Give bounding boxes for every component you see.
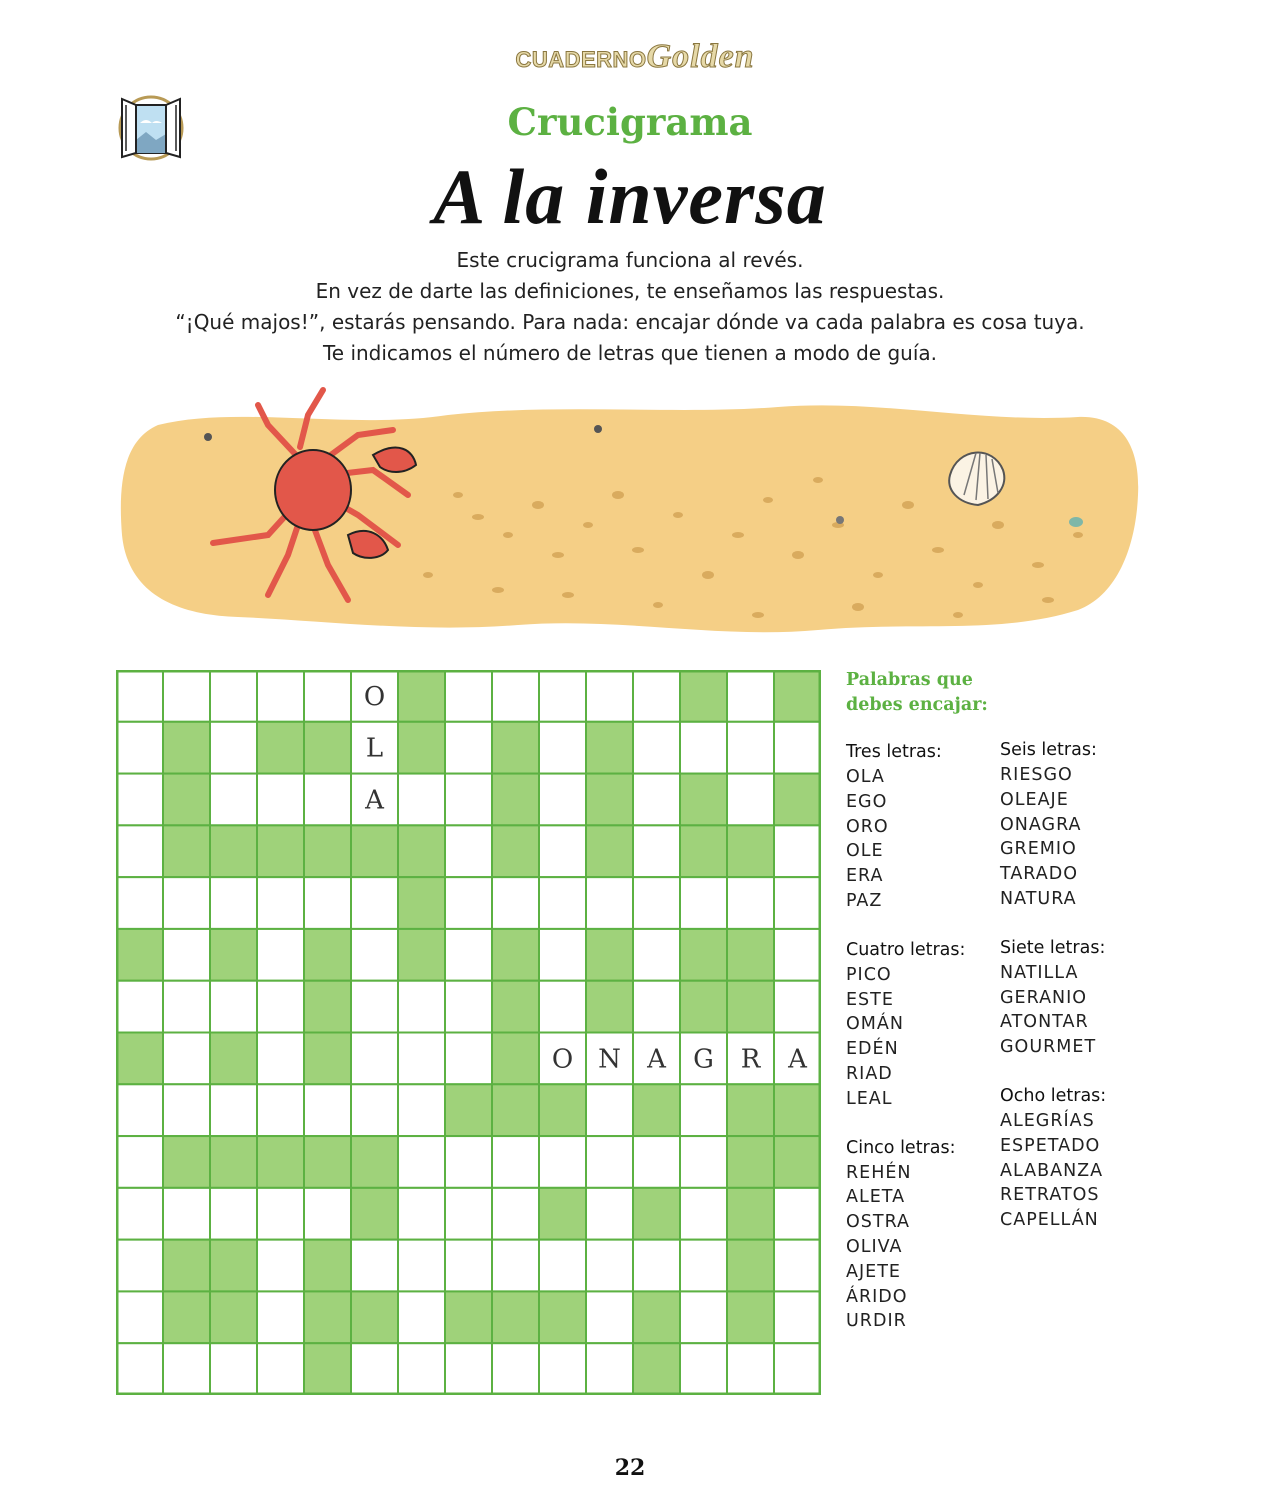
crossword-given-letter: G xyxy=(693,1044,714,1075)
crossword-cell[interactable] xyxy=(492,1136,539,1188)
crossword-block-cell xyxy=(163,825,210,877)
word-group-words: REHÉN ALETA OSTRA OLIVA AJETE ÁRIDO URDIR xyxy=(846,1162,912,1332)
crossword-block-cell xyxy=(163,1291,210,1343)
crossword-cell[interactable] xyxy=(445,1343,492,1395)
crossword-cell[interactable] xyxy=(351,877,398,929)
crossword-cell[interactable] xyxy=(633,929,680,981)
word-group-6-letters xyxy=(1000,738,1106,912)
crossword-cell[interactable] xyxy=(539,877,586,929)
crossword-cell[interactable] xyxy=(351,929,398,981)
intro-line: En vez de darte las definiciones, te enseñamos las respuestas. xyxy=(315,279,945,303)
crossword-cell[interactable] xyxy=(680,1188,727,1240)
crossword-cell[interactable] xyxy=(774,1240,821,1292)
crossword-block-cell xyxy=(680,774,727,826)
crossword-cell[interactable] xyxy=(727,670,774,722)
crossword-cell[interactable] xyxy=(586,1343,633,1395)
crossword-cell[interactable] xyxy=(163,1343,210,1395)
crossword-cell[interactable] xyxy=(210,1188,257,1240)
crossword-cell[interactable] xyxy=(445,1136,492,1188)
crossword-cell[interactable] xyxy=(586,1188,633,1240)
page-title: A la inversa xyxy=(433,153,827,240)
crossword-block-cell xyxy=(163,1136,210,1188)
crossword-cell[interactable] xyxy=(116,1188,163,1240)
crossword-cell[interactable] xyxy=(257,929,304,981)
crossword-block-cell xyxy=(210,1291,257,1343)
crossword-cell[interactable] xyxy=(351,1343,398,1395)
crossword-cell[interactable] xyxy=(116,1343,163,1395)
crossword-block-cell xyxy=(210,1033,257,1085)
crossword-cell[interactable] xyxy=(116,877,163,929)
crossword-block-cell xyxy=(492,722,539,774)
word-group-heading: Tres letras: xyxy=(846,742,942,762)
crossword-cell[interactable] xyxy=(445,670,492,722)
word-group-heading: Cuatro letras: xyxy=(846,939,966,960)
crossword-cell[interactable] xyxy=(398,1136,445,1188)
crossword-block-cell xyxy=(492,1084,539,1136)
crossword-block-cell xyxy=(633,1343,680,1395)
crossword-cell[interactable] xyxy=(539,825,586,877)
crossword-cell[interactable] xyxy=(445,825,492,877)
crossword-cell[interactable] xyxy=(257,981,304,1033)
crossword-cell[interactable] xyxy=(774,981,821,1033)
crossword-cell[interactable] xyxy=(163,981,210,1033)
crossword-cell[interactable] xyxy=(445,722,492,774)
crossword-cell[interactable] xyxy=(116,774,163,826)
crossword-block-cell xyxy=(257,825,304,877)
word-group-words: OLA EGO ORO OLE ERA PAZ xyxy=(846,767,889,911)
intro-line: Te indicamos el número de letras que tienen a modo de guía. xyxy=(322,341,938,365)
crossword-given-letter: A xyxy=(788,1044,807,1075)
word-group-heading: Cinco letras: xyxy=(846,1137,956,1158)
word-group-7-letters xyxy=(1000,936,1106,1060)
crossword-cell[interactable] xyxy=(774,877,821,929)
crossword-block-cell xyxy=(680,670,727,722)
word-group-3-letters xyxy=(846,740,965,914)
word-list-column-2 xyxy=(1000,738,1106,1257)
crossword-cell[interactable] xyxy=(257,1084,304,1136)
crossword-cell[interactable] xyxy=(116,1240,163,1292)
crossword-cell[interactable] xyxy=(727,877,774,929)
crossword-cell[interactable] xyxy=(304,1188,351,1240)
crossword-cell[interactable] xyxy=(539,1136,586,1188)
crossword-block-cell xyxy=(116,929,163,981)
crossword-block-cell xyxy=(351,1291,398,1343)
crossword-cell[interactable] xyxy=(116,670,163,722)
crossword-given-letter: N xyxy=(598,1044,621,1075)
crossword-block-cell xyxy=(304,981,351,1033)
crossword-cell[interactable] xyxy=(445,1188,492,1240)
crossword-block-cell xyxy=(586,825,633,877)
crossword-block-cell xyxy=(257,722,304,774)
crossword-block-cell xyxy=(351,825,398,877)
crossword-block-cell xyxy=(116,1033,163,1085)
crossword-given-letter: A xyxy=(647,1044,666,1075)
word-group-5-letters xyxy=(846,1136,965,1335)
crossword-cell[interactable] xyxy=(304,1084,351,1136)
crossword-cell[interactable] xyxy=(680,1084,727,1136)
crossword-cell[interactable] xyxy=(210,1343,257,1395)
word-group-heading: Ocho letras: xyxy=(1000,1085,1107,1106)
crossword-block-cell xyxy=(539,1188,586,1240)
crossword-cell[interactable] xyxy=(445,981,492,1033)
crossword-block-cell xyxy=(586,774,633,826)
crossword-block-cell xyxy=(351,1188,398,1240)
crossword-block-cell xyxy=(398,929,445,981)
crossword-block-cell xyxy=(163,722,210,774)
crossword-block-cell xyxy=(774,1084,821,1136)
crossword-block-cell xyxy=(586,722,633,774)
crossword-cell[interactable] xyxy=(163,1084,210,1136)
crossword-block-cell xyxy=(727,1240,774,1292)
crossword-block-cell xyxy=(539,1084,586,1136)
crossword-cell[interactable] xyxy=(680,1343,727,1395)
crossword-cell[interactable] xyxy=(116,722,163,774)
crossword-block-cell xyxy=(304,1136,351,1188)
crossword-cell[interactable] xyxy=(116,1136,163,1188)
crossword-block-cell xyxy=(257,1136,304,1188)
crossword-cell[interactable] xyxy=(257,1188,304,1240)
word-list-column-1 xyxy=(846,740,965,1358)
crossword-cell[interactable] xyxy=(633,774,680,826)
crossword-given-letter: L xyxy=(365,733,384,764)
crossword-cell[interactable] xyxy=(257,1033,304,1085)
intro-text xyxy=(0,245,1260,369)
crossword-block-cell xyxy=(398,722,445,774)
crossword-cell[interactable] xyxy=(680,877,727,929)
crossword-cell[interactable] xyxy=(398,1240,445,1292)
crossword-cell[interactable] xyxy=(398,1291,445,1343)
crossword-cell[interactable] xyxy=(586,1136,633,1188)
page-number: 22 xyxy=(614,1455,646,1481)
crossword-cell[interactable] xyxy=(586,1291,633,1343)
word-group-heading: Siete letras: xyxy=(1000,937,1106,958)
crossword-block-cell xyxy=(633,1291,680,1343)
crossword-cell[interactable] xyxy=(351,1033,398,1085)
crossword-cell[interactable] xyxy=(304,877,351,929)
crossword-cell[interactable] xyxy=(492,670,539,722)
crossword-cell[interactable] xyxy=(633,670,680,722)
crossword-block-cell xyxy=(492,929,539,981)
crossword-cell[interactable] xyxy=(633,825,680,877)
crossword-block-cell xyxy=(727,929,774,981)
crossword-cell[interactable] xyxy=(492,1343,539,1395)
crossword-block-cell xyxy=(492,825,539,877)
crossword-cell[interactable] xyxy=(163,877,210,929)
crossword-block-cell xyxy=(304,825,351,877)
crossword-cell[interactable] xyxy=(492,1240,539,1292)
crossword-cell[interactable] xyxy=(257,877,304,929)
crossword-cell[interactable] xyxy=(398,774,445,826)
crossword-given-letter: O xyxy=(363,681,386,712)
crossword-cell[interactable] xyxy=(398,1084,445,1136)
crossword-cell[interactable] xyxy=(163,1033,210,1085)
crossword-cell[interactable] xyxy=(539,981,586,1033)
crossword-cell[interactable] xyxy=(445,1033,492,1085)
crossword-cell[interactable] xyxy=(351,1240,398,1292)
crossword-cell[interactable] xyxy=(304,670,351,722)
crossword-cell[interactable] xyxy=(774,825,821,877)
logo-cuaderno: CUADERNO xyxy=(515,47,647,72)
crossword-cell[interactable] xyxy=(398,1033,445,1085)
crossword-block-cell xyxy=(304,1291,351,1343)
crossword-block-cell xyxy=(492,774,539,826)
crossword-cell[interactable] xyxy=(680,722,727,774)
section-kicker: Crucigrama xyxy=(507,100,753,144)
intro-line: Este crucigrama funciona al revés. xyxy=(456,248,804,272)
crossword-block-cell xyxy=(351,1136,398,1188)
crossword-cell[interactable] xyxy=(116,825,163,877)
crossword-cell[interactable] xyxy=(774,1188,821,1240)
word-group-words: RIESGO OLEAJE ONAGRA GREMIO TARADO NATURA xyxy=(1000,765,1082,909)
crossword-cell[interactable] xyxy=(210,981,257,1033)
crossword-block-cell xyxy=(398,670,445,722)
crossword-cell[interactable] xyxy=(398,1188,445,1240)
crossword-block-cell xyxy=(304,1033,351,1085)
crossword-block-cell xyxy=(398,825,445,877)
crossword-block-cell xyxy=(727,1136,774,1188)
crossword-block-cell xyxy=(680,825,727,877)
crossword-block-cell xyxy=(727,1188,774,1240)
crossword-cell[interactable] xyxy=(492,877,539,929)
crossword-block-cell xyxy=(774,774,821,826)
crossword-cell[interactable] xyxy=(398,981,445,1033)
crossword-cell[interactable] xyxy=(163,929,210,981)
crossword-cell[interactable] xyxy=(445,929,492,981)
crossword-block-cell xyxy=(210,1136,257,1188)
word-group-words: PICO ESTE OMÁN EDÉN RIAD LEAL xyxy=(846,964,904,1109)
crossword-block-cell xyxy=(163,774,210,826)
crossword-cell[interactable] xyxy=(116,1084,163,1136)
crossword-block-cell xyxy=(727,981,774,1033)
logo-golden: Golden xyxy=(646,38,755,75)
crossword-cell[interactable] xyxy=(116,981,163,1033)
crossword-cell[interactable] xyxy=(116,1291,163,1343)
crossword-block-cell xyxy=(445,1084,492,1136)
crossword-cell[interactable] xyxy=(210,670,257,722)
crossword-block-cell xyxy=(633,1084,680,1136)
crossword-cell[interactable] xyxy=(586,877,633,929)
crossword-cell[interactable] xyxy=(586,670,633,722)
crossword-cell[interactable] xyxy=(163,1188,210,1240)
word-group-4-letters xyxy=(846,938,965,1112)
crossword-cell[interactable] xyxy=(539,670,586,722)
crossword-block-cell xyxy=(727,825,774,877)
crossword-block-cell xyxy=(492,981,539,1033)
crossword-block-cell xyxy=(539,1291,586,1343)
crossword-cell[interactable] xyxy=(633,722,680,774)
crossword-cell[interactable] xyxy=(257,1240,304,1292)
crossword-cell[interactable] xyxy=(586,1084,633,1136)
crossword-block-cell xyxy=(586,929,633,981)
crossword-cell[interactable] xyxy=(633,981,680,1033)
crossword-cell[interactable] xyxy=(492,1188,539,1240)
crossword-cell[interactable] xyxy=(257,1291,304,1343)
crossword-block-cell xyxy=(398,877,445,929)
crossword-cell[interactable] xyxy=(774,1343,821,1395)
crossword-cell[interactable] xyxy=(257,774,304,826)
crossword-given-letter: R xyxy=(740,1044,761,1075)
crossword-cell[interactable] xyxy=(680,1240,727,1292)
crossword-cell[interactable] xyxy=(586,1240,633,1292)
crossword-cell[interactable] xyxy=(774,722,821,774)
crossword-cell[interactable] xyxy=(727,1343,774,1395)
crossword-block-cell xyxy=(633,1188,680,1240)
crossword-cell[interactable] xyxy=(539,929,586,981)
beach-crab-illustration xyxy=(118,385,1142,647)
intro-line: “¡Qué majos!”, estarás pensando. Para nada: encajar dónde va cada palabra es cosa tuya. xyxy=(175,310,1085,334)
crossword-cell[interactable] xyxy=(633,1240,680,1292)
crossword-block-cell xyxy=(727,1291,774,1343)
crossword-cell[interactable] xyxy=(210,1084,257,1136)
crossword-block-cell xyxy=(210,929,257,981)
crossword-cell[interactable] xyxy=(445,1240,492,1292)
crossword-block-cell xyxy=(304,929,351,981)
crossword-cell[interactable] xyxy=(774,929,821,981)
crossword-block-cell xyxy=(445,1291,492,1343)
crossword-cell[interactable] xyxy=(257,670,304,722)
crossword-block-cell xyxy=(680,929,727,981)
crossword-cell[interactable] xyxy=(398,1343,445,1395)
crossword-block-cell xyxy=(492,1033,539,1085)
crossword-block-cell xyxy=(210,1240,257,1292)
crossword-block-cell xyxy=(680,981,727,1033)
crossword-block-cell xyxy=(492,1291,539,1343)
crossword-cell[interactable] xyxy=(727,774,774,826)
crossword-cell[interactable] xyxy=(539,774,586,826)
crossword-cell[interactable] xyxy=(774,1291,821,1343)
crossword-cell[interactable] xyxy=(445,877,492,929)
word-group-words: NATILLA GERANIO ATONTAR GOURMET xyxy=(1000,962,1097,1058)
crossword-block-cell xyxy=(163,1240,210,1292)
crossword-cell[interactable] xyxy=(633,877,680,929)
crossword-block-cell xyxy=(304,1240,351,1292)
crossword-cell[interactable] xyxy=(539,1343,586,1395)
crossword-cell[interactable] xyxy=(539,722,586,774)
crossword-grid[interactable] xyxy=(116,670,821,1395)
crossword-cell[interactable] xyxy=(304,774,351,826)
word-group-heading: Seis letras: xyxy=(1000,740,1097,760)
word-list xyxy=(846,668,1146,1332)
crossword-block-cell xyxy=(586,981,633,1033)
crossword-cell[interactable] xyxy=(210,877,257,929)
crossword-block-cell xyxy=(210,825,257,877)
crossword-cell[interactable] xyxy=(680,1291,727,1343)
magazine-logo xyxy=(0,38,1270,76)
word-list-title: Palabras que debes encajar: xyxy=(846,670,988,715)
crossword-cell[interactable] xyxy=(210,774,257,826)
crossword-cell[interactable] xyxy=(539,1240,586,1292)
crossword-given-letter: A xyxy=(365,785,384,816)
crossword-cell[interactable] xyxy=(680,1136,727,1188)
crossword-cell[interactable] xyxy=(445,774,492,826)
crossword-block-cell xyxy=(774,1136,821,1188)
crossword-cell[interactable] xyxy=(633,1136,680,1188)
word-group-8-letters xyxy=(1000,1084,1106,1233)
crossword-block-cell xyxy=(774,670,821,722)
crossword-cell[interactable] xyxy=(210,722,257,774)
crossword-cell[interactable] xyxy=(163,670,210,722)
sand-strip xyxy=(121,405,1138,632)
crossword-cell[interactable] xyxy=(257,1343,304,1395)
crossword-block-cell xyxy=(304,1343,351,1395)
crossword-cell[interactable] xyxy=(351,981,398,1033)
crossword-given-letter: O xyxy=(551,1044,574,1075)
word-group-words: ALEGRÍAS ESPETADO ALABANZA RETRATOS CAPELLÁN xyxy=(1000,1110,1104,1231)
crossword-cell[interactable] xyxy=(351,1084,398,1136)
crossword-block-cell xyxy=(304,722,351,774)
crossword-block-cell xyxy=(727,1084,774,1136)
crossword-cell[interactable] xyxy=(727,722,774,774)
